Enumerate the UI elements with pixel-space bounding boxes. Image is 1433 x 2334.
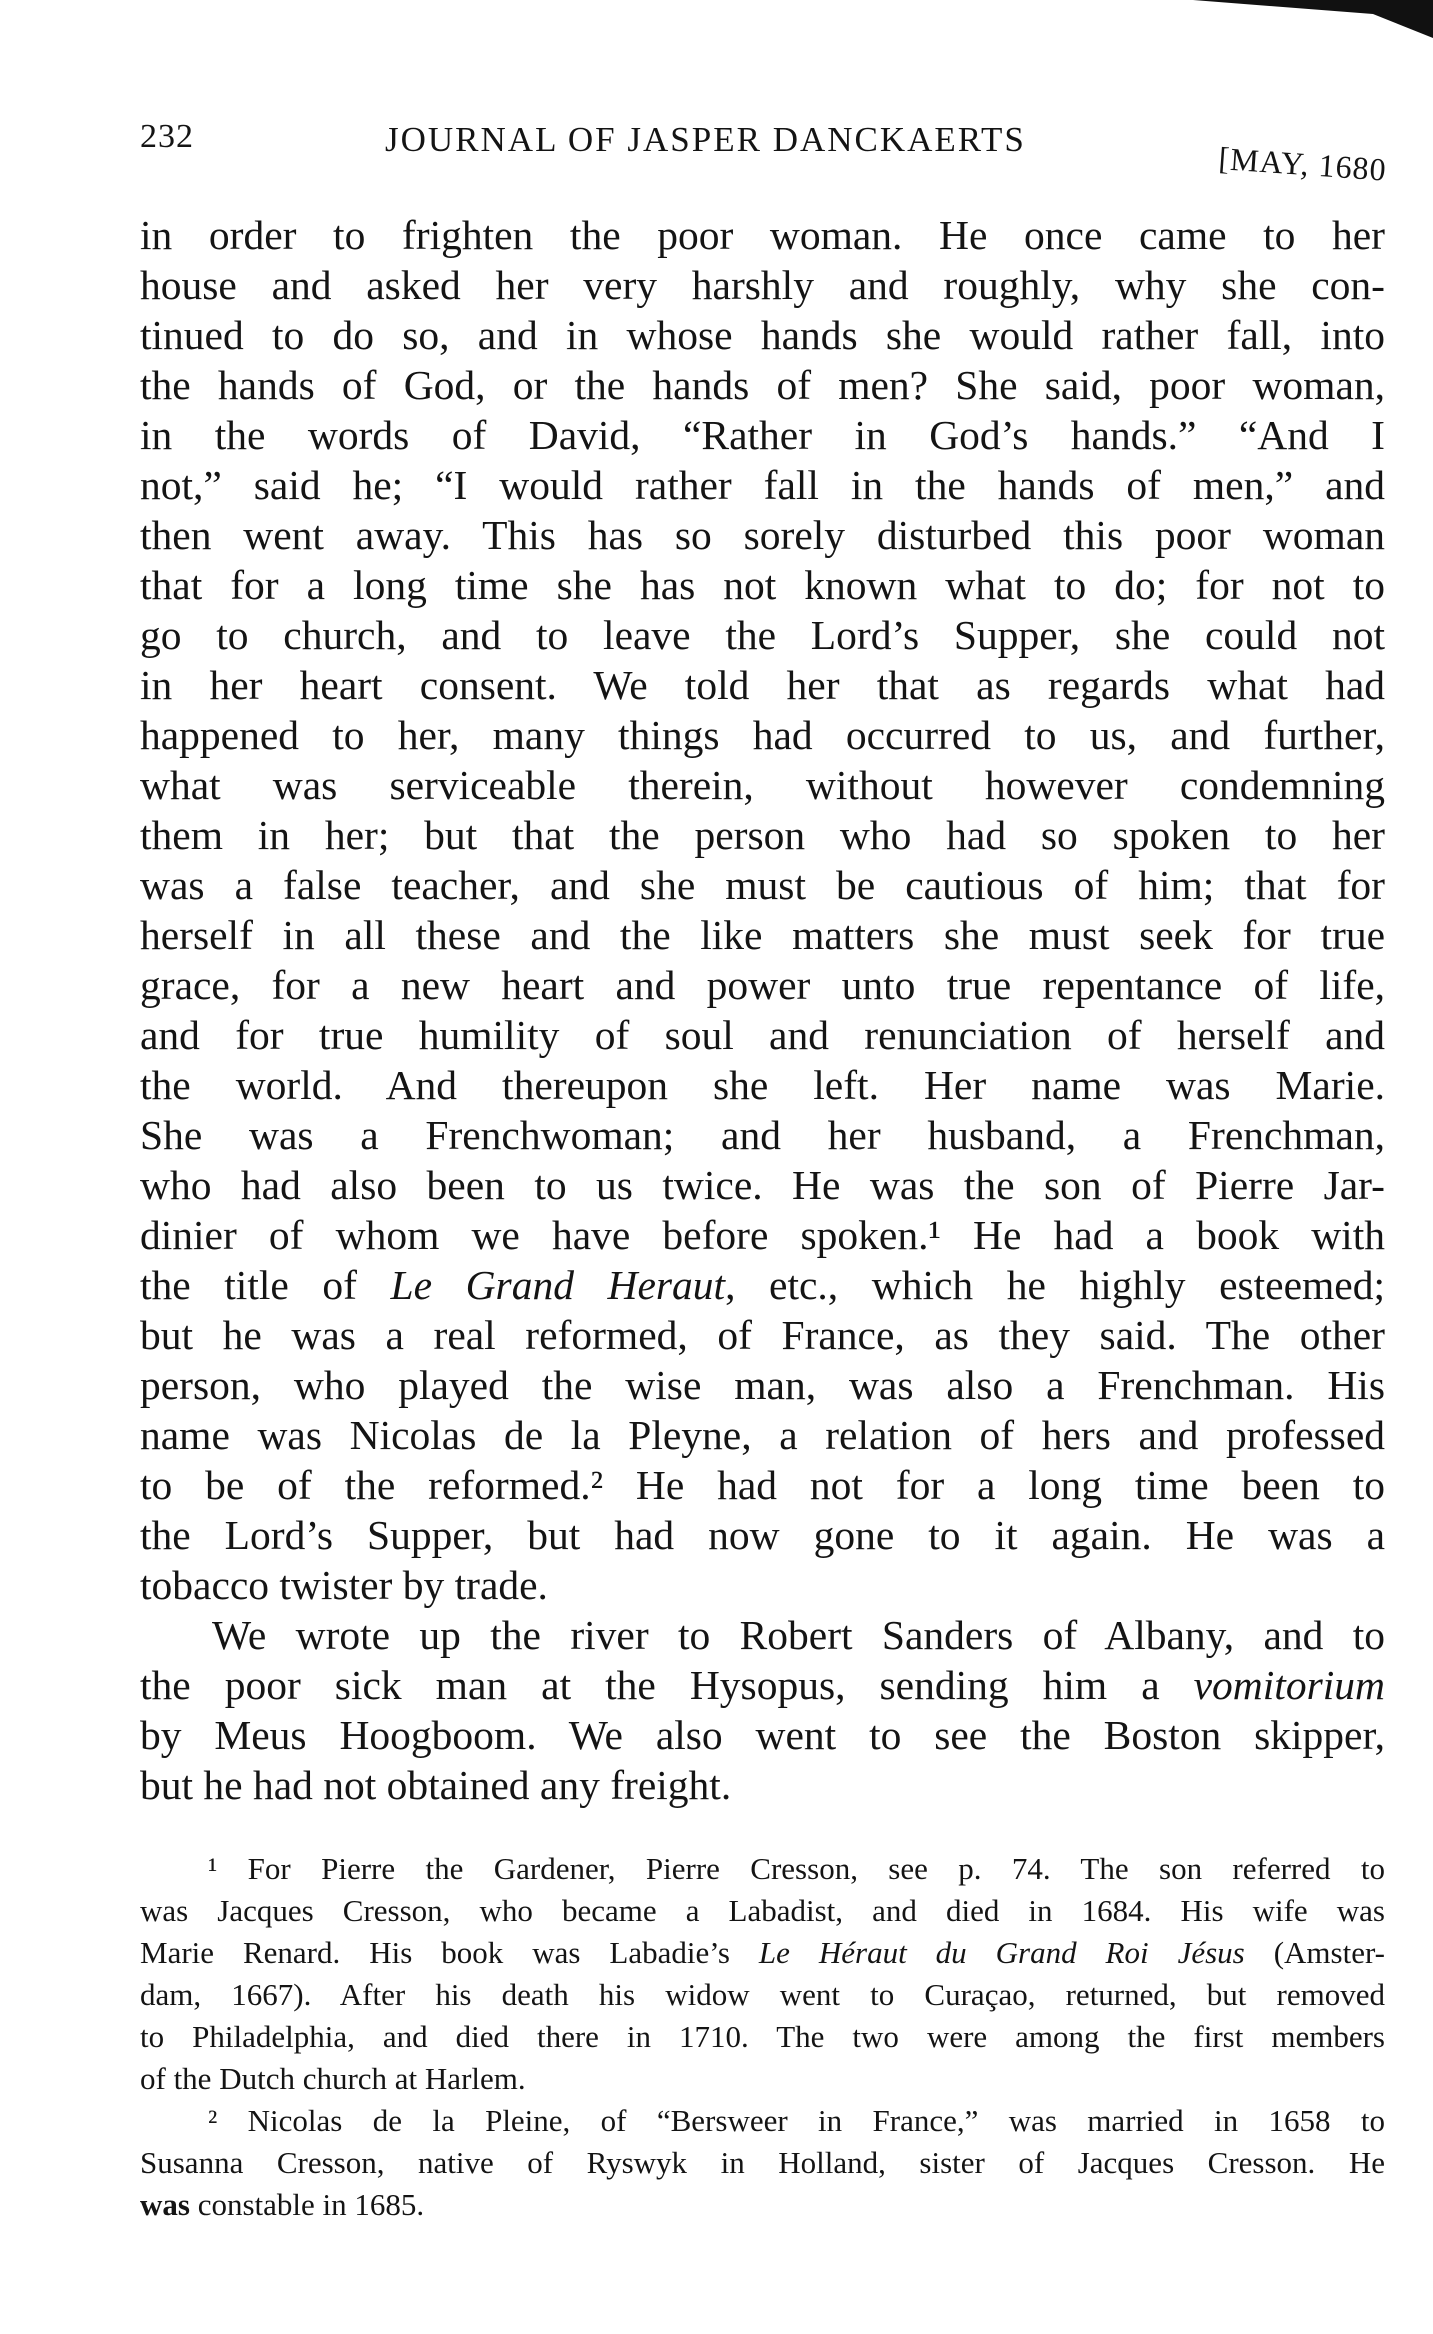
page-header bbox=[140, 118, 1400, 198]
body-line: the Lord’s Supper, but had now gone to it again. He was a bbox=[140, 1512, 1385, 1558]
body-line: was a false teacher, and she must be cautious of him; that for bbox=[140, 862, 1385, 908]
footnote-1-line: ¹ For Pierre the Gardener, Pierre Cresson, see p. 74. The son referred to bbox=[208, 1851, 1385, 1886]
footnote-2-line: ² Nicolas de la Pleine, of “Bersweer in France,” was married in 1658 to bbox=[208, 2103, 1385, 2138]
body-line: dinier of whom we have before spoken.¹ He had a book with bbox=[140, 1212, 1385, 1258]
body-line: to be of the reformed.² He had not for a long time been to bbox=[140, 1462, 1385, 1508]
body-line: in the words of David, “Rather in God’s hands.” “And I bbox=[140, 412, 1385, 458]
body-line: and for true humility of soul and renunciation of herself and bbox=[140, 1012, 1385, 1058]
running-head: JOURNAL OF JASPER DANCKAERTS bbox=[385, 120, 1026, 159]
header-date: [MAY, 1680 bbox=[1217, 140, 1388, 188]
footnote-1-line: dam, 1667). After his death his widow went to Curaçao, returned, but removed bbox=[140, 1977, 1385, 2012]
body-line: who had also been to us twice. He was the son of Pierre Jar- bbox=[140, 1162, 1385, 1208]
body-line: in order to frighten the poor woman. He once came to her bbox=[140, 212, 1385, 258]
body-line: go to church, and to leave the Lord’s Supper, she could not bbox=[140, 612, 1385, 658]
body-line: them in her; but that the person who had so spoken to her bbox=[140, 812, 1385, 858]
footnote-2-line bbox=[140, 2184, 1385, 2226]
footnote-1-line: to Philadelphia, and died there in 1710. The two were among the first members bbox=[140, 2019, 1385, 2054]
body-text-segment: , etc., which he highly esteemed; bbox=[725, 1262, 1385, 1308]
footnote-bold-word: was bbox=[140, 2187, 190, 2222]
body-line: that for a long time she has not known what to do; for not to bbox=[140, 562, 1385, 608]
body-line: She was a Frenchwoman; and her husband, a Frenchman, bbox=[140, 1112, 1385, 1158]
body-text-segment: the title of bbox=[140, 1262, 391, 1308]
body-line: the hands of God, or the hands of men? She said, poor woman, bbox=[140, 362, 1385, 408]
body-line-with-title bbox=[140, 1260, 1385, 1310]
body-line-with-italic bbox=[140, 1660, 1385, 1710]
body-line: herself in all these and the like matters she must seek for true bbox=[140, 912, 1385, 958]
footnote-1-line: of the Dutch church at Harlem. bbox=[140, 2061, 526, 2096]
body-text-segment: the poor sick man at the Hysopus, sending him a bbox=[140, 1662, 1194, 1708]
scan-edge-mark bbox=[1133, 0, 1433, 40]
body-line: house and asked her very harshly and roughly, why she con- bbox=[140, 262, 1385, 308]
body-line: but he was a real reformed, of France, as they said. The other bbox=[140, 1312, 1385, 1358]
body-line: not,” said he; “I would rather fall in the hands of men,” and bbox=[140, 462, 1385, 508]
body-line: name was Nicolas de la Pleyne, a relation of hers and professed bbox=[140, 1412, 1385, 1458]
body-text bbox=[140, 210, 1385, 1810]
body-line: person, who played the wise man, was also a Frenchman. His bbox=[140, 1362, 1385, 1408]
page-number: 232 bbox=[140, 118, 194, 155]
body-line: what was serviceable therein, without however condemning bbox=[140, 762, 1385, 808]
body-line: tinued to do so, and in whose hands she would rather fall, into bbox=[140, 312, 1385, 358]
footnote-text-segment: Marie Renard. His book was Labadie’s bbox=[140, 1935, 759, 1970]
italic-term: vomitorium bbox=[1193, 1662, 1385, 1708]
body-line: tobacco twister by trade. bbox=[140, 1562, 548, 1608]
body-line: by Meus Hoogboom. We also went to see the Boston skipper, bbox=[140, 1712, 1385, 1758]
book-title: Le Grand Heraut bbox=[390, 1262, 726, 1308]
footnote-text-segment: (Amster- bbox=[1244, 1935, 1385, 1970]
footnote-text-segment: constable in 1685. bbox=[189, 2187, 425, 2222]
footnote-1-line: was Jacques Cresson, who became a Labadist, and died in 1684. His wife was bbox=[140, 1893, 1385, 1928]
book-title: Le Héraut du Grand Roi Jésus bbox=[758, 1935, 1245, 1970]
body-line: in her heart consent. We told her that as regards what had bbox=[140, 662, 1385, 708]
footnote-1-line bbox=[140, 1932, 1385, 1974]
body-line: but he had not obtained any freight. bbox=[140, 1762, 732, 1808]
footnote-2-line: Susanna Cresson, native of Ryswyk in Holland, sister of Jacques Cresson. He bbox=[140, 2145, 1385, 2180]
footnotes bbox=[140, 1848, 1385, 2226]
body-line: the world. And thereupon she left. Her name was Marie. bbox=[140, 1062, 1385, 1108]
body-line: happened to her, many things had occurred to us, and further, bbox=[140, 712, 1385, 758]
body-line: then went away. This has so sorely disturbed this poor woman bbox=[140, 512, 1385, 558]
body-line: We wrote up the river to Robert Sanders of Albany, and to bbox=[212, 1612, 1385, 1658]
body-line: grace, for a new heart and power unto true repentance of life, bbox=[140, 962, 1385, 1008]
